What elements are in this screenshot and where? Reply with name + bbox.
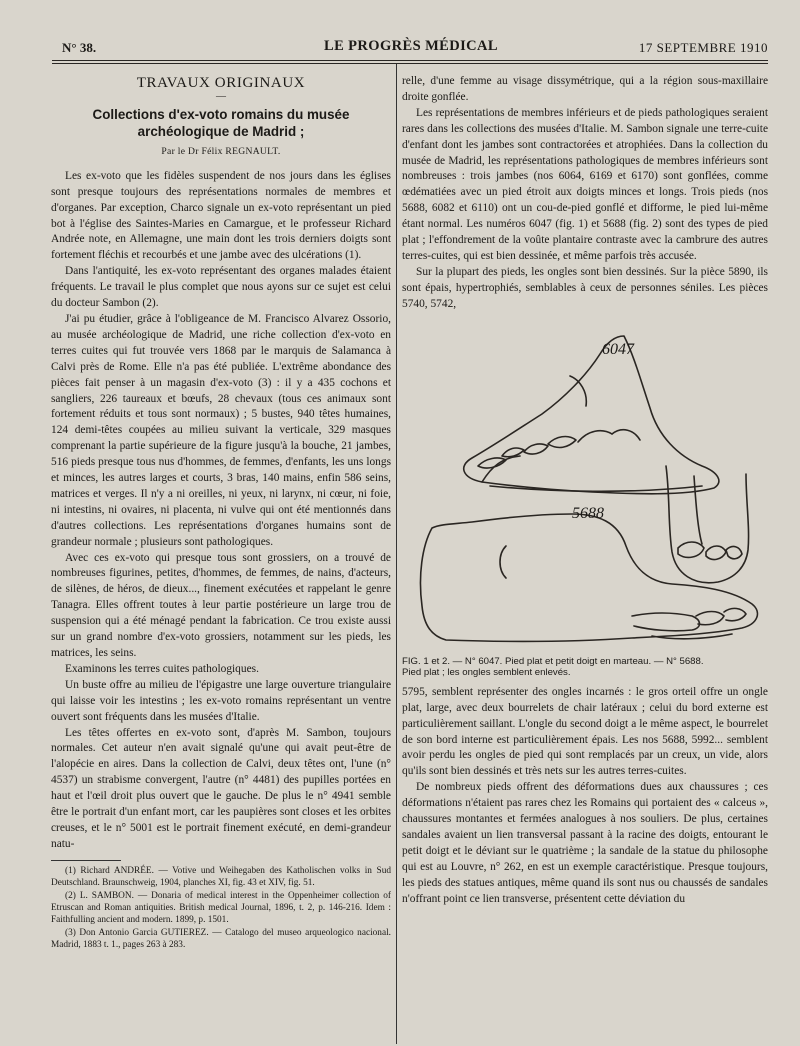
footnote: (2) L. SAMBON. — Donaria of medical interest in the Oppenheimer collection of Etruscan and Roman antiquities. British medical Journal, 1896, t. 2, p. 146-216. Idem : Faithfulling ancient and modern. 1899, p. 1501. — [51, 890, 391, 926]
paragraph: Les représentations de membres inférieurs et de pieds pathologiques seraient rares dans les collections des musées d'Italie. M. Sambon signale une terre-cuite d'enfant dont les jambes sont contractorées et atrophiées. Dans la collection du musée de Madrid, les représentations pathologiques de membres inférieurs sont nombreuses : trois jambes (nos 6064, 6169 et 6170) sont gonflées, comme œdématiées avec un pied étroit aux doigts minces et longs. Trois pieds (nos 5688, 6082 et 6110) ont un cou-de-pied gonflé et difforme, le pied lui-même étant normal. Les numéros 6047 (fig. 1) et 5688 (fig. 2) sont des types de pied plat ; l'effondrement de la voûte plantaire contraste avec la cambrure des autres terres-cuites, qui est bien dessinée, et même parfois très accusée. — [402, 106, 768, 262]
paragraph: Examinons les terres cuites pathologiques. — [65, 662, 259, 675]
paragraph: Les ex-voto que les fidèles suspendent de nos jours dans les églises sont presque toujours des représentations normales de membres et d'organes. Par exception, Charco signale un ex-voto représentant un pied bot à l'église des Saintes-Maries en Camargue, et le professeur Richard Andrée note, en Allemagne, une main dont les trois derniers doigts sont fortement fléchis et recourbés et une jambe avec des ulcérations (1). — [51, 169, 391, 262]
right-column — [402, 74, 768, 907]
footnote: (1) Richard ANDRÉE. — Votive und Weihegaben des Katholischen volks in Sud Deutschland. Braunschweig, 1904, planches XI, fig. 43 et XIV, fig. 51. — [51, 865, 391, 889]
issue-number: N° 38. — [62, 40, 97, 55]
section-dash: — — [216, 90, 226, 102]
header-rule — [52, 60, 768, 61]
page-header — [62, 38, 768, 58]
fig2-label: 5688 — [572, 504, 604, 522]
paragraph: De nombreux pieds offrent des déformations dues aux chaussures ; ces déformations n'étaient pas rares chez les Romains qui portaient des « calceus », chaussures montantes et fermées analogues à nos souliers. De plus, certaines sandales avaient un lien transversal passant à la racine des doigts, entourant le petit doigt et le déviant sur le quatrième ; la sandale de la statue du philosophe qui est au Louvre, n° 262, en est un exemple caractéristique. Presque toujours, les pieds des statues antiques, même quand ils sont nus ou chaussés de sandales n'offrant point ce lien transverse, présentent cette déviation du — [402, 781, 768, 905]
feet-illustration — [402, 316, 768, 656]
paragraph: 5795, semblent représenter des ongles incarnés : le gros orteil offre un ongle plat, large, avec deux bourrelets de chair latéraux ; celui du bord externe est particulièrement saillant. L'ongle du second doigt a le même aspect, le bourrelet de son bord interne est particulièrement épais. Les nos 5688, 5992... semblent avoir perdu les ongles de pied qui sont remplacés par un creux, un vide, alors qu'ils sont bien dessinés et très nets sur les autres terres-cuites. — [402, 685, 768, 778]
paragraph: Les têtes offertes en ex-voto sont, d'après M. Sambon, toujours normales. Cet auteur n'en avait signalé qu'une qui avait peut-être de l'alopécie en aires. Dans la collection de Calvi, deux têtes ont, l'une (n° 4537) un strabisme convergent, l'autre (n° 4481) des pupilles portées en haut et l'œil droit plus ouvert que le gauche. De plus le n° 4941 semble être le portrait d'un enfant mort, car les paupières sont closes et les orbites creuses, et le n° 5001 est le portrait finement exécuté, en demi-grandeur natu- — [51, 726, 391, 850]
footnote-rule — [51, 860, 121, 861]
footnote: (3) Don Antonio Garcia GUTIEREZ. — Catalogo del museo arqueologico nacional. Madrid, 1883 t. 1., pages 263 à 283. — [51, 927, 391, 951]
paragraph: Un buste offre au milieu de l'épigastre une large ouverture triangulaire qui laisse voir les intestins ; les ex-voto romains représentant un ventre ouvert sont fréquents dans les musées d'Italie. — [51, 678, 391, 723]
article-title — [51, 106, 391, 140]
paragraph: Avec ces ex-voto qui presque tous sont grossiers, on a trouvé de nombreuses figurines, petites, d'hommes, de femmes, de nains, d'acteurs, de silènes, de héros, de dieux..., finement exécutées et rappelant le genre Tanagra. Elles offrent toutes à leur partie postérieure un large trou de suspension qui a été ménagé pendant la fabrication. Ce trou existe aussi sur un grand nombre d'ex-voto grossiers, notamment sur les pieds, les matrices, les seins. — [51, 551, 391, 659]
article-title-line-1: Collections d'ex-voto romains du musée — [92, 106, 350, 122]
caption-line-1: FIG. 1 et 2. — N° 6047. Pied plat et petit doigt en marteau. — N° 5688. — [402, 655, 704, 667]
paragraph: Dans l'antiquité, les ex-voto représentant des organes malades étaient fréquents. Le travail le plus complet que nous ayons sur ce sujet est celui du docteur Sambon (2). — [51, 265, 391, 310]
section-title: TRAVAUX ORIGINAUX — [136, 75, 306, 91]
paragraph: J'ai pu étudier, grâce à l'obligeance de M. Francisco Alvarez Ossorio, au musée archéologique de Madrid, une riche collection d'ex-voto en terres cuites qui fut trouvée vers 1868 par le marquis de Salamanca à Calvi près de Rome. Elle n'a pas été publiée. L'extrême abondance des pièces fait penser à un magasin d'ex-voto (3) : il y a 435 cochons et sangliers, 226 taureaux et bœufs, 28 chevaux (tous ces animaux sont fortement réduits et tous sont normaux) ; 5 bustes, 940 têtes humaines, 124 demi-têtes coupées au milieu suivant la verticale, 329 masques comprenant la partie supérieure de la figure jusqu'à la bouche, 21 jambes, 516 pieds presque tous nus d'hommes, de femmes, d'enfants, les uns longs et minces, les autres larges et courts, 3 bras, 140 mains, enfin 586 seins, matrices et verges. Il n'y a ni oreilles, ni yeux, ni larynx, ni cœur, ni foie, ni intestins, ni ovaires, ni placenta, ni vulve qui ont été mentionnés dans d'autres collections. Les représentations d'organes humains sont de grandeur normale ; plusieurs sont pathologiques. — [51, 312, 391, 548]
paragraph: Sur la plupart des pieds, les ongles sont bien dessinés. Sur la pièce 5890, ils sont épais, hypertrophiés, semblables à ceux de personnes séniles. Les pièces 5740, 5742, — [402, 265, 768, 310]
left-column — [51, 74, 391, 952]
header-rule-2 — [52, 63, 768, 64]
caption-line-2: Pied plat ; les ongles semblent enlevés. — [402, 667, 571, 679]
article-byline: Par le Dr Félix REGNAULT. — [161, 145, 281, 157]
figure-caption — [402, 656, 768, 679]
fig1-label: 6047 — [602, 340, 634, 358]
column-divider — [396, 64, 397, 1044]
issue-date: 17 SEPTEMBRE 1910 — [638, 40, 768, 55]
paragraph: relle, d'une femme au visage dissymétrique, qui a la région sous-maxillaire droite gonflée. — [402, 75, 768, 103]
article-title-line-2: archéologique de Madrid ; — [137, 123, 305, 139]
figure-feet-drawings — [402, 316, 768, 656]
flat-foot-6047-drawing — [464, 336, 719, 494]
journal-title: LE PROGRÈS MÉDICAL — [324, 38, 498, 54]
